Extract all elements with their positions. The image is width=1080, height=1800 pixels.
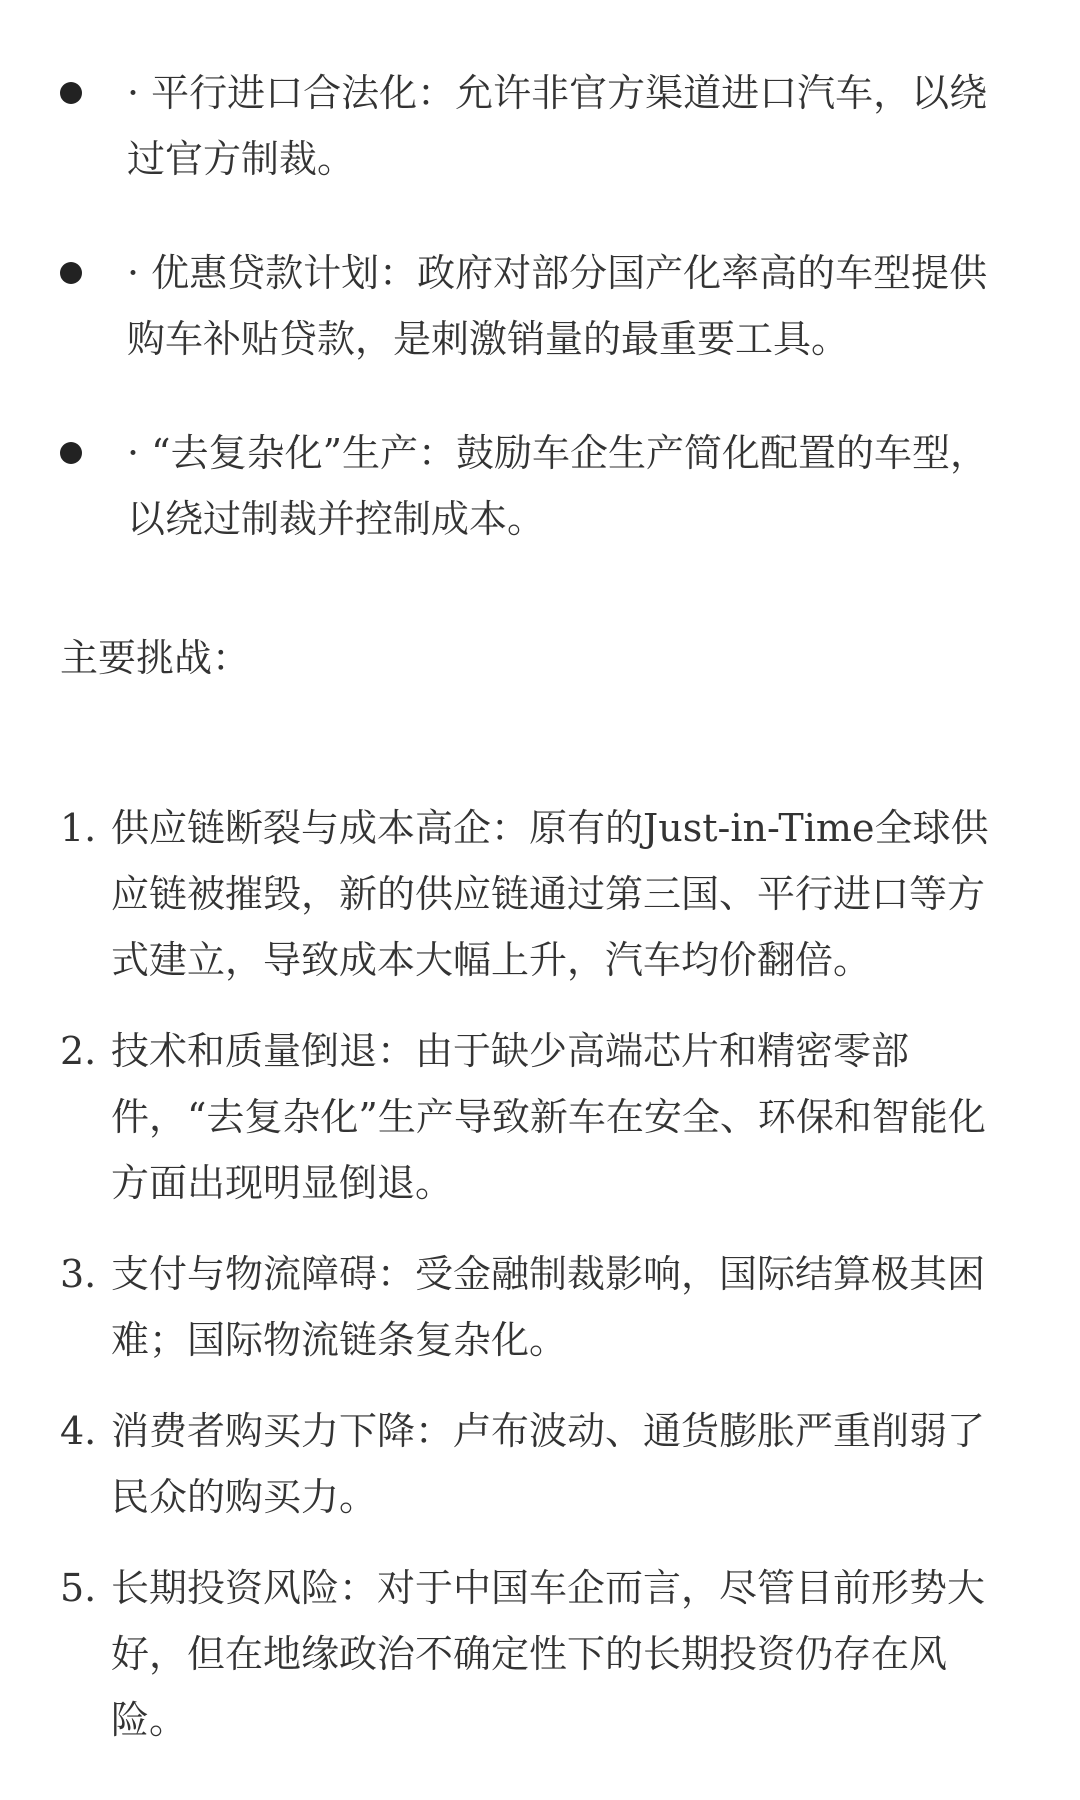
list-item xyxy=(0,420,1080,552)
challenges-numbered-list xyxy=(0,795,1080,1778)
section-heading: 主要挑战： xyxy=(60,636,251,680)
item-number: 2. xyxy=(60,1029,97,1073)
list-item xyxy=(0,240,1080,372)
bullet-text: · 优惠贷款计划：政府对部分国产化率高的车型提供购车补贴贷款，是刺激销量的最重要工具。 xyxy=(127,251,988,361)
item-number: 1. xyxy=(60,806,97,850)
list-item xyxy=(0,1018,1080,1216)
item-text: 供应链断裂与成本高企：原有的Just-in-Time全球供应链被摧毁，新的供应链通过第三国、平行进口等方式建立，导致成本大幅上升，汽车均价翻倍。 xyxy=(111,806,989,982)
bullet-text: · “去复杂化”生产：鼓励车企生产简化配置的车型，以绕过制裁并控制成本。 xyxy=(127,431,989,541)
bullet-text: · 平行进口合法化：允许非官方渠道进口汽车，以绕过官方制裁。 xyxy=(127,71,988,181)
item-text: 支付与物流障碍：受金融制裁影响，国际结算极其困难；国际物流链条复杂化。 xyxy=(111,1252,986,1362)
list-item xyxy=(0,1398,1080,1530)
list-item xyxy=(0,795,1080,993)
item-number: 4. xyxy=(60,1409,97,1453)
list-item xyxy=(0,1241,1080,1373)
item-text: 消费者购买力下降：卢布波动、通货膨胀严重削弱了民众的购买力。 xyxy=(111,1409,986,1519)
bullet-dot-icon xyxy=(60,262,82,284)
list-item xyxy=(0,1555,1080,1753)
bullet-dot-icon xyxy=(60,82,82,104)
item-number: 3. xyxy=(60,1252,97,1296)
item-number: 5. xyxy=(60,1566,97,1610)
policy-bullet-list xyxy=(0,60,1080,600)
bullet-dot-icon xyxy=(60,442,82,464)
item-text: 技术和质量倒退：由于缺少高端芯片和精密零部件，“去复杂化”生产导致新车在安全、环保和智能化方面出现明显倒退。 xyxy=(111,1029,986,1205)
list-item xyxy=(0,60,1080,192)
item-text: 长期投资风险：对于中国车企而言，尽管目前形势大好，但在地缘政治不确定性下的长期投资仍存在风险。 xyxy=(111,1566,986,1742)
